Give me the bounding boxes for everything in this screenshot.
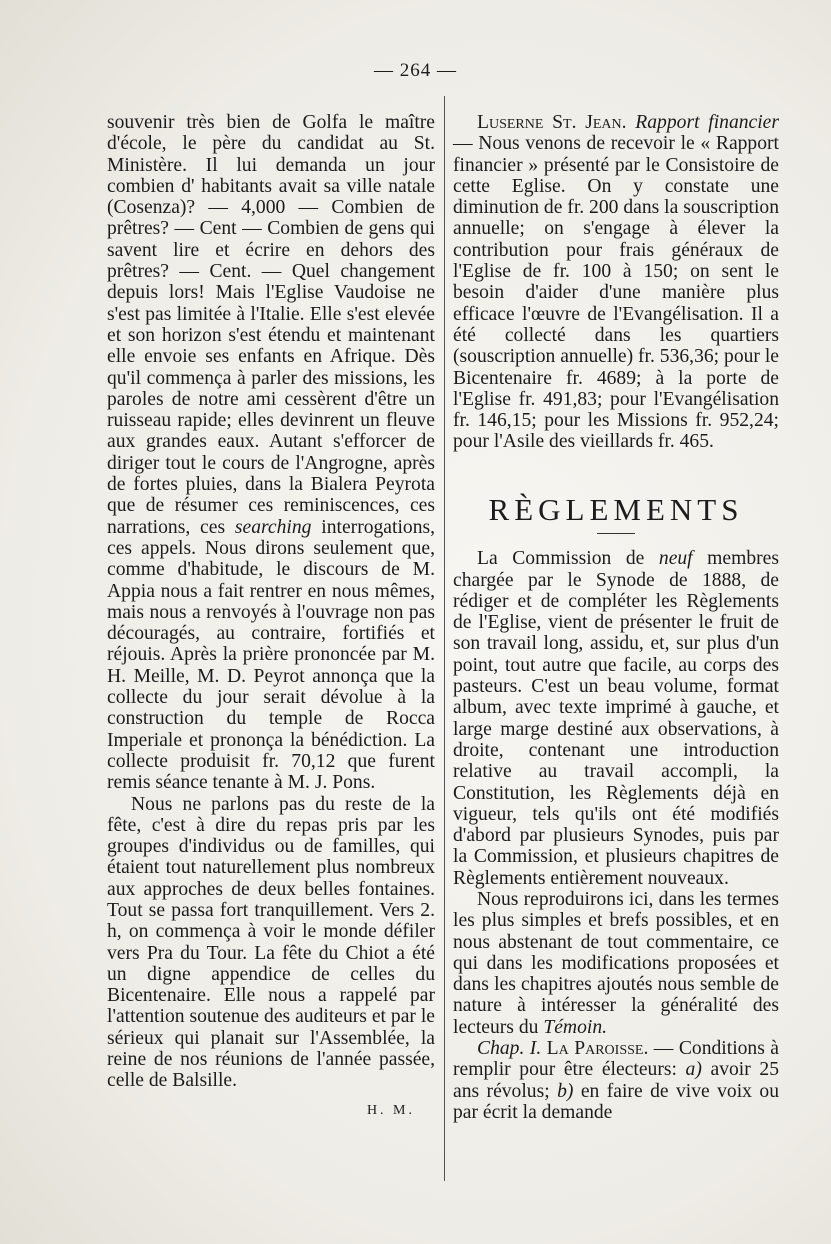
reg-p3-a-label: a) bbox=[685, 1059, 702, 1081]
luserne-title: Luserne St. Jean. bbox=[477, 112, 627, 133]
left-paragraph-1-text: souvenir très bien de Golfa le maître d'école, le père du candidat au St. Ministère. Il lui demanda un jour combien d' habitants avait sa ville natale (Cosenza)? — 4,000 — Combien de prêtres? — Cent — Combien de gens qui savent lire et écrire en dehors des prêtres? — Cent. — Quel changement depuis lors! Mais l'Eglise Vaudoise ne s'est pas limitée à l'Italie. Elle s'est elevée et son horizon s'est étendu et maintenant elle envoie ses enfants en Afrique. Dès qu'il commença à parler des missions, les paroles de notre ami cessèrent d'être un ruisseau rapide; elles devinrent un fleuve aux grandes eaux. Autant s'efforcer de diriger tout le cours de l'Angrogne, après de fortes pluies, dans la Bialera Peyrota que de résumer ces reminiscences, ces narrations, ces bbox=[107, 112, 435, 538]
reglements-paragraph-3 bbox=[453, 1038, 779, 1123]
page-number: — 264 — bbox=[374, 60, 457, 81]
left-paragraph-1-italic: searching bbox=[234, 516, 312, 538]
section-heading: RÈGLEMENTS bbox=[488, 491, 744, 527]
left-paragraph-1-end: interrogations, ces appels. Nous dirons seulement que, comme d'habitude, le discours de M. Appia nous a fait rentrer en nous mêmes, mais nous a renvoyés à l'ouvrage non pas découragés, au contraire, fortifiés et réjouis. Après la prière prononcée par M. H. Meille, M. D. Peyrot annonça que la collecte du jour serait dévolue à la construction du temple de Rocca Imperiale et prononça la bénédiction. La collecte produisit fr. 70,12 que furent remis séance tenante à M. J. Pons. bbox=[107, 516, 436, 794]
reg-p3-title: La Paroisse. bbox=[541, 1038, 649, 1060]
reg-p3-b-label: b) bbox=[557, 1080, 574, 1102]
reg-p3-a: — Conditions à remplir pour être électeurs: bbox=[453, 1038, 779, 1081]
reg-p2-start: Nous reproduirons ici, dans les termes les plus simples et brefs possibles, et en nous abstenant de tout commentaire, ce qui dans les modifications proposées et dans les chapitres ajoutés nous semble de nature à intéresser la généralité des lecteurs du bbox=[453, 889, 779, 1038]
reglements-paragraph-1 bbox=[453, 548, 779, 889]
reg-p1-start: La Commission de bbox=[477, 548, 659, 570]
heading-rule bbox=[597, 533, 635, 535]
reg-p3-end: en faire de vive voix ou par écrit la demande bbox=[453, 1080, 779, 1123]
reg-p3-chap: Chap. I. bbox=[477, 1038, 542, 1060]
reg-p2-italic: Témoin. bbox=[543, 1016, 608, 1038]
luserne-paragraph bbox=[453, 112, 779, 453]
right-column bbox=[453, 112, 779, 1123]
luserne-text: — Nous venons de recevoir le « Rapport financier » présenté par le Consistoire de cette Eglise. On y constate une diminution de fr. 200 dans la souscription annuelle; on s'engage à élever la contribution pour frais généraux de l'Eglise de fr. 100 à 150; on sent le besoin d'aider d'une manière plus efficace l'œuvre de l'Evangélisation. Il a été collecté dans les quartiers (souscription annuelle) fr. 536,36; pour le Bicentenaire fr. 4689; à la porte de l'Eglise fr. 491,83; pour l'Evangélisation fr. 146,15; pour les Missions fr. 952,24; pour l'Asile des vieillards fr. 465. bbox=[453, 133, 779, 453]
reg-p1-italic: neuf bbox=[658, 548, 693, 570]
reg-p3-b: avoir 25 ans révolus; bbox=[453, 1059, 779, 1102]
left-column bbox=[107, 112, 435, 1121]
signature: H. M. bbox=[366, 1102, 415, 1118]
left-paragraph-2: Nous ne parlons pas du reste de la fête, c'est à dire du repas pris par les groupes d'individus ou de familles, qui étaient tout naturellement plus nombreux aux approches de deux belles fontaines. Tout se passa fort tranquillement. Vers 2. h, on commença à voir le monde défiler vers Pra du Tour. La fête du Chiot a été un digne appendice de celles du Bicentenaire. Elle nous a rappelé par l'attention soutenue des auditeurs et par le sérieux qui planait sur l'Assemblée, la reine de nos réunions de l'année passée, celle de Balsille. bbox=[107, 793, 435, 1092]
luserne-italic: Rapport financier bbox=[635, 112, 780, 133]
reglements-paragraph-2 bbox=[453, 889, 779, 1038]
column-divider bbox=[444, 96, 445, 1181]
left-paragraph-1 bbox=[107, 112, 435, 794]
reg-p1-end: membres chargée par le Synode de 1888, de rédiger et de compléter les Règlements de l'Eglise, vient de présenter le fruit de son travail long, assidu, et, sur plus d'un point, tout autre que facile, au corps des pasteurs. C'est un beau volume, format album, avec texte imprimé à gauche, et large marge destiné aux observations, à droite, contenant une introduction relative au travail accompli, la Constitution, les Règlements déjà en vigueur, tels qu'ils ont été modifiés d'abord par plusieurs Synodes, puis par la Commission, et plusieurs chapitres de Règlements entièrement nouveaux. bbox=[453, 548, 779, 889]
